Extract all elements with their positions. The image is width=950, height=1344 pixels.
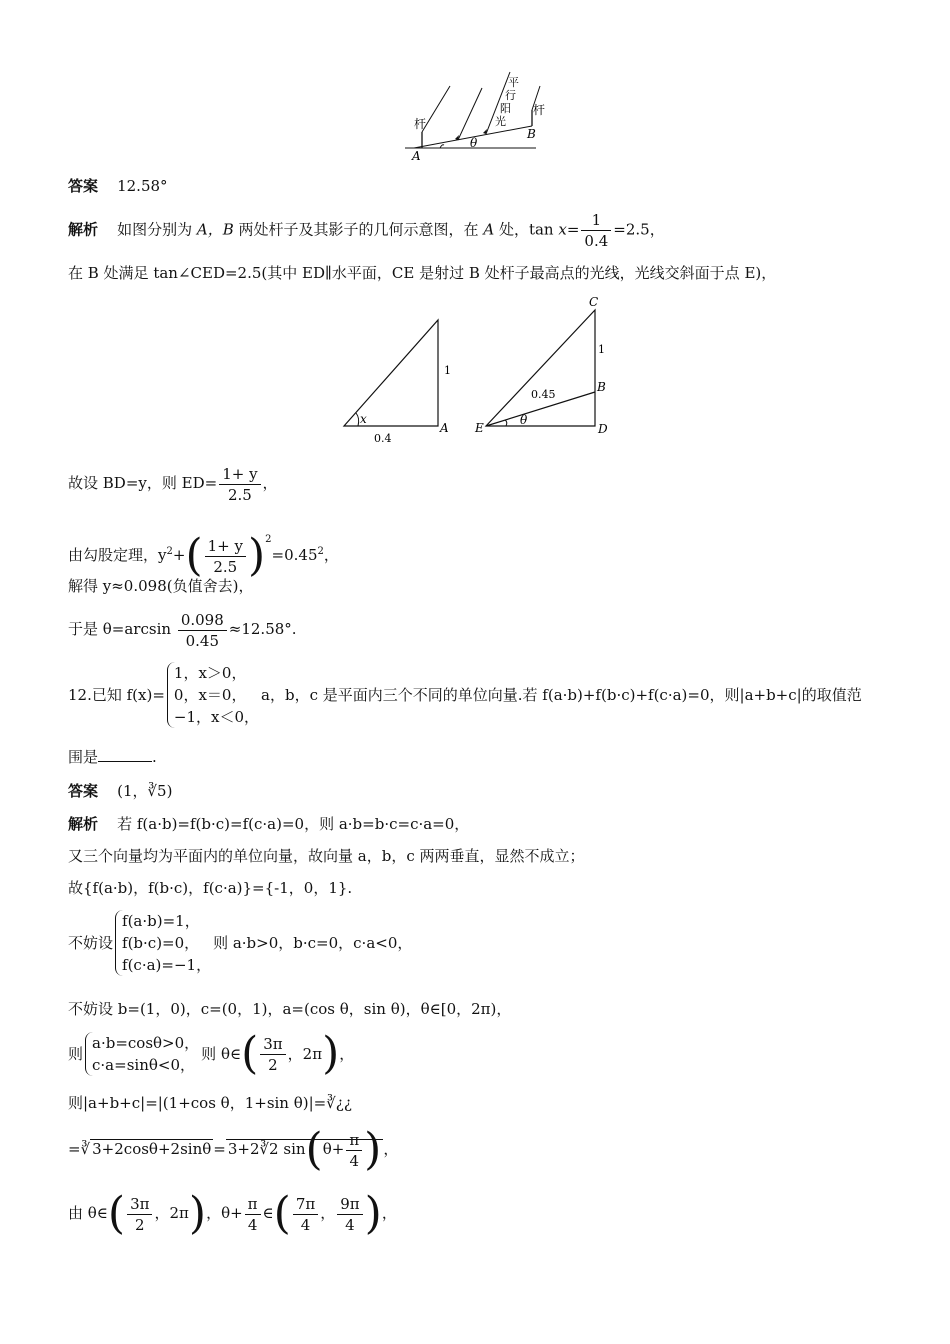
- analysis-1: 解析 如图分别为 A，B 两处杆子及其影子的几何示意图，在 A 处，tan x= $\frac{1}{0.4}$ =2.5，: [68, 211, 665, 250]
- rod-left-label: 杆: [414, 117, 427, 131]
- point-c-label: C: [589, 295, 599, 309]
- height-label-left: 1: [444, 364, 451, 377]
- line-solve: 解得 y≈0.098(负值舍去)，: [68, 577, 254, 595]
- triangle-figure: [336, 292, 626, 452]
- point-d-label: D: [598, 422, 608, 436]
- vertex-a-label: A: [440, 421, 449, 435]
- sunlight-figure: [400, 68, 550, 164]
- fraction: $\frac{1}{0.4}$: [581, 210, 611, 251]
- line-modulus: 则|a+b+c|=|(1+cos θ，1+sin θ)|=∛¿¿: [68, 1094, 352, 1112]
- hyp-label: 0.45: [531, 388, 556, 401]
- light-label-3: 阳: [500, 102, 511, 115]
- rod-right-label: 杆: [533, 103, 546, 117]
- height-label-right: 1: [598, 343, 605, 356]
- light-label-1: 平: [508, 76, 519, 89]
- question-12-cont: 围是 .: [68, 748, 157, 766]
- point-a-label: A: [412, 149, 421, 163]
- piecewise-cases: 1，x＞0， 0，x＝0， −1，x＜0，: [167, 662, 259, 728]
- point-b-label: B: [527, 127, 536, 141]
- theta-tri-label: θ: [520, 413, 528, 427]
- line-range: 由 θ∈( $\frac{3\pi}{2}$ ，2π)，θ+ $\frac{\pi}{4}$ ∈( $\frac{7\pi}{4}$ ， $\frac{9\pi}{4}$ )，: [68, 1188, 397, 1239]
- answer-1: 答案 12.58°: [68, 177, 168, 195]
- question-12: 12.已知 f(x)= 1，x＞0， 0，x＝0， −1，x＜0， a，b，c 是平面内三个不同的单位向量.若 f(a·b)+f(b·c)+f(c·a)=0，则|a+b+c|的取值范: [68, 664, 862, 726]
- line-theta: 于是 θ=arcsin $\frac{0.098}{0.45}$ ≈12.58°.: [68, 610, 297, 650]
- line-assume: 不妨设 f(a·b)=1， f(b·c)=0， f(c·a)=−1， 则 a·b>0，b·c=0，c·a<0，: [68, 912, 413, 974]
- line-then: 则 a·b=cosθ>0， c·a=sinθ<0， 则 θ∈( $\frac{3\pi}{2}$ ，2π)，: [68, 1028, 355, 1079]
- line-bd: 故设 BD=y，则 ED= $\frac{1+ y}{2.5}$ ，: [68, 464, 278, 504]
- answer-2: 答案 (1，∛5): [68, 782, 173, 800]
- point-b-tri-label: B: [597, 380, 606, 394]
- light-label-2: 行: [505, 89, 516, 102]
- light-label-4: 光: [495, 115, 506, 128]
- line-b-condition: 在 B 处满足 tan∠CED=2.5(其中 ED∥水平面，CE 是射过 B 处杆子最高点的光线，光线交斜面于点 E)，: [68, 264, 777, 282]
- line-set: 故{f(a·b)，f(b·c)，f(c·a)}={-1，0，1}.: [68, 879, 353, 897]
- analysis-2: 解析 若 f(a·b)=f(b·c)=f(c·a)=0，则 a·b=b·c=c·a=0，: [68, 815, 470, 833]
- theta-label: θ: [470, 136, 478, 150]
- line-coords: 不妨设 b=(1，0)，c=(0，1)，a=(cos θ，sin θ)，θ∈[0，2π)，: [68, 1000, 512, 1018]
- point-e-label: E: [475, 421, 484, 435]
- line-vectors: 又三个向量均为平面内的单位向量，故向量 a，b，c 两两垂直，显然不成立；: [68, 847, 585, 865]
- line-equation: =∛ 3+2cosθ+2sinθ = 3+2∛2 sin(θ+ $\frac{\pi}{4}$ ) ，: [68, 1124, 399, 1175]
- answer-blank: [98, 747, 152, 762]
- line-pythagoras: 由勾股定理，$y^2+$( $\frac{1+ y}{2.5}$ )$^2=0.45^2$，: [68, 530, 339, 581]
- angle-x-label: x: [360, 412, 367, 426]
- base-label: 0.4: [374, 432, 392, 445]
